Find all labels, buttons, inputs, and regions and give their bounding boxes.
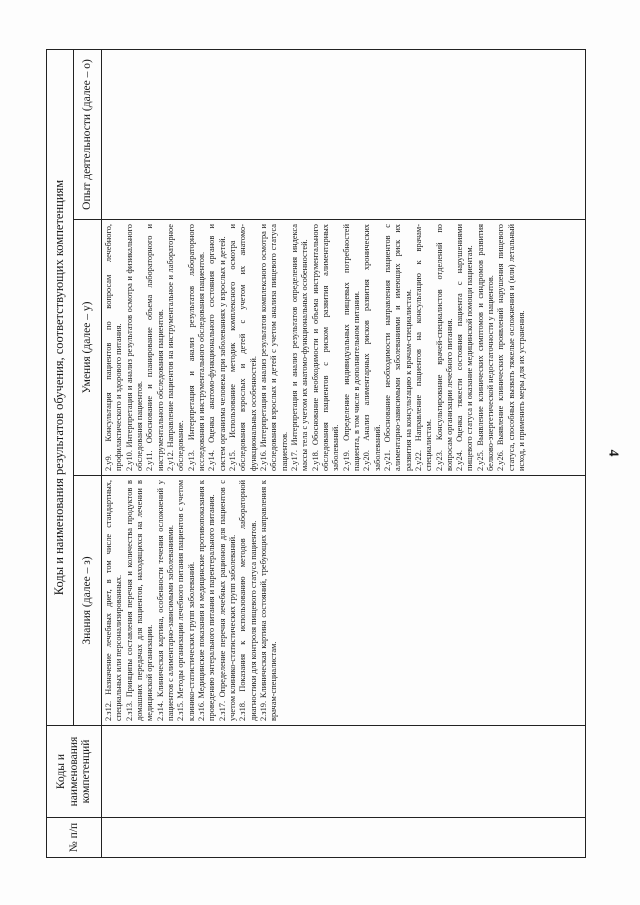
skill-item: 2.у13. Интерпретация и анализ результатов лабораторного исследования и инструментального обследования пациентов.	[186, 224, 206, 471]
knowledge-item: 2.з19. Клиническая картина состояний, требующих направления к врачам-специалистам.	[258, 480, 279, 721]
header-competency-codes: Коды и наименования компетенций	[47, 726, 102, 818]
knowledge-item: 2.з15. Методы организации лечебного питания пациентов с учетом клинико-статистических групп заболеваний.	[176, 480, 196, 721]
skill-item: 2.у12. Направление пациентов на инструментальное и лабораторное обследование.	[165, 224, 186, 471]
skill-item: 2.у9. Консультация пациентов по вопросам лечебного, профилактического и здорового питания.	[104, 224, 124, 471]
knowledge-item: 2.з16. Медицинские показания и медицинские противопоказания к проведению энтерального питания и парентерального питания.	[196, 480, 217, 721]
skill-item: 2.у14. Оценка анатомо-функционального состояния органов и систем организма человека при заболеваниях у взрослых и детей.	[207, 224, 227, 471]
cell-num	[102, 818, 586, 858]
skill-item: 2.у15. Использование методик комплексного осмотра и обследования взрослых и детей с учетом их анатомо-функциональных особенностей.	[227, 224, 258, 471]
knowledge-item: 2.з17. Определение перечня лечебных рационов для пациентов с учетом клинико-статистических групп заболеваний.	[217, 480, 237, 721]
header-num: № п/п	[47, 818, 102, 858]
cell-competency	[102, 726, 586, 818]
header-experience: Опыт деятельности (далее – о)	[74, 50, 102, 220]
skill-item: 2.у10. Интерпретация и анализ результатов осмотра и физикального обследования пациентов.	[124, 224, 144, 471]
skill-item: 2.у11. Обоснование и планирование объема лабораторного и инструментального обследования пациентов.	[145, 224, 165, 471]
experience-cell	[102, 50, 586, 220]
skill-item: 2.у22. Направление пациентов на консультацию к врачам-специалистам.	[413, 224, 434, 471]
competencies-table	[46, 49, 586, 858]
skill-item: 2.у24. Оценка тяжести состояния пациента с нарушениями пищевого статуса и оказание медицинской помощи пациентам.	[455, 224, 475, 471]
skill-item: 2.у23. Консультирование врачей-специалистов отделений по вопросам организации лечебного питания.	[434, 224, 454, 471]
skill-item: 2.у21. Обоснование необходимости направления пациентов с алиментарно-зависимыми заболеваниями и имеющих риск их развития на консультацию к врачам-специалистам.	[382, 224, 413, 471]
skill-item: 2.у20. Анализ алиментарных рисков развития хронических заболеваний.	[362, 224, 382, 471]
skill-item: 2.у19. Определение индивидуальных пищевых потребностей пациента, в том числе в дополнительном питании.	[341, 224, 361, 471]
knowledge-item: 2.з12. Назначение лечебных диет, в том числе стандартных, специальных или персонализированных.	[104, 480, 124, 721]
header-learning-outcomes: Коды и наименования результатов обучения, соответствующих компетенциям	[47, 50, 74, 726]
page-number: 4	[605, 449, 621, 457]
rotated-table-container	[46, 50, 586, 858]
knowledge-item: 2.з13. Принципы составления перечня и количества продуктов в домашних передачах для пациентов, находящихся на лечении в медицинской организации.	[124, 480, 155, 721]
header-knowledge: Знания (далее – з)	[74, 476, 102, 726]
header-skills: Умения (далее – у)	[74, 220, 102, 476]
skill-item: 2.у25. Выявление клинических симптомов и синдромов развития белково-энергетической недостаточности у пациентов.	[475, 224, 496, 471]
knowledge-item: 2.з18. Показания к использованию методов лабораторной диагностики для контроля пищевого статуса пациентов.	[238, 480, 258, 721]
skill-item: 2.у26. Выявление клинических проявлений нарушения пищевого статуса, способных вызвать тяжелые осложнения и (или) летальный исход, и применить меры для их устранения.	[496, 224, 527, 471]
skill-item: 2.у17. Интерпретация и анализ результатов определения индекса массы тела с учетом их анатомо-функциональных особенностей.	[289, 224, 310, 471]
skills-cell	[102, 220, 586, 476]
skill-item: 2.у18. Обоснование необходимости и объема инструментального обследования пациентов с риском развития алиментарных заболеваний.	[310, 224, 341, 471]
knowledge-cell	[102, 476, 586, 726]
knowledge-item: 2.з14. Клиническая картина, особенности течения осложнений у пациентов с алиментарно-зависимыми заболеваниями.	[155, 480, 175, 721]
skill-item: 2.у16. Интерпретация и анализ результатов комплексного осмотра и обследования взрослых и детей с учетом анализа пищевого статуса пациентов.	[258, 224, 289, 471]
